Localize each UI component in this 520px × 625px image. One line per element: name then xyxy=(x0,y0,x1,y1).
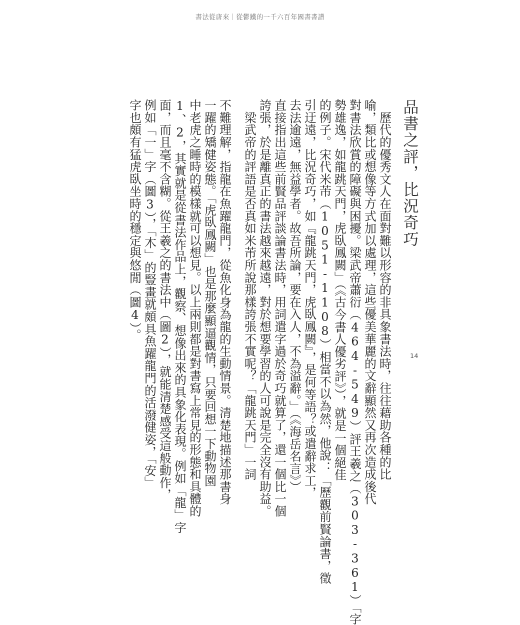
text-column-12: 一躍的矯健姿態。「虎臥鳳闕」也是那麼顯逼觀情，只要回想一下動物園 xyxy=(203,99,217,487)
text-column-15: 面，而且毫不含糊。從王羲之的書法中（圖2），就能清楚感受這般動作， xyxy=(158,99,172,501)
text-column-6: 引迂遠，比況奇巧，如『龍跳天門，虎臥鳳闕』，是何等語？或遣辭求工， xyxy=(303,99,317,499)
text-column-9: 誇張，於是離真正的書法越來越遠，對於想要學習的人可說是完全沒有助益。 xyxy=(258,99,272,518)
text-column-11: 不難理解，指龍在魚躍龍門，從魚化身為龍的生動情景。清楚地描述那書身 xyxy=(218,99,232,505)
text-column-16: 例如「一」字（圖3），「木」的豎畫就頗具魚躍龍門的活潑健姿，「安」 xyxy=(143,99,157,489)
text-column-4: 勢雄逸，如龍跳天門，虎臥鳳闕」（《古今書人優劣評》），就是一個絕佳 xyxy=(333,99,347,481)
running-head: 書法從唐來｜從鬱鐵的一千六百年國書書譜 xyxy=(195,13,325,21)
text-column-3: 對書法欣賞的障礙與困擾。梁武帝蕭衍（464-549）評王羲之（303-361）「字 xyxy=(348,99,362,625)
page-number: 14 xyxy=(410,352,419,360)
text-column-7: 去法逾遠，無益學者。故吾所論，要在入人，不為溢辭。」（《海岳名言》） xyxy=(288,99,302,494)
section-title: 品書之評，比況奇巧 xyxy=(401,99,419,248)
text-column-5: 的例子。宋代米芾（1051-1108）相當不以為然，他說：「歷觀前賢論書，徵 xyxy=(318,99,332,585)
text-column-8: 直接指出這些前賢品評談論書法時，用詞遣字過於奇巧就算了，還一個比一個 xyxy=(273,99,287,518)
text-column-13: 中老虎之睡時的模樣就可以想見。以上兩則都是對書寫上常見的形態和具體的 xyxy=(188,99,202,518)
text-column-17: 字也頗有猛虎臥坐時的穩定與悠閒（圖4）。 xyxy=(128,99,142,341)
text-column-2: 喻，類比或想像等方式加以處理，這些優美華麗的文辭顯然又再次造成後代 xyxy=(363,99,377,505)
text-column-1: 歷代的優秀文人在面對難以形容的非具象書法時，往往藉助各種的比 xyxy=(378,99,392,481)
text-column-14: 1、2，其實就是從書法作品上，觀察、想像出來的具象化表現。例如「龍」字 xyxy=(173,99,187,534)
text-column-10: 梁武帝的評語是否真如米芾所說那樣誇張不實呢？「龍跳天門」一詞 xyxy=(243,99,257,481)
